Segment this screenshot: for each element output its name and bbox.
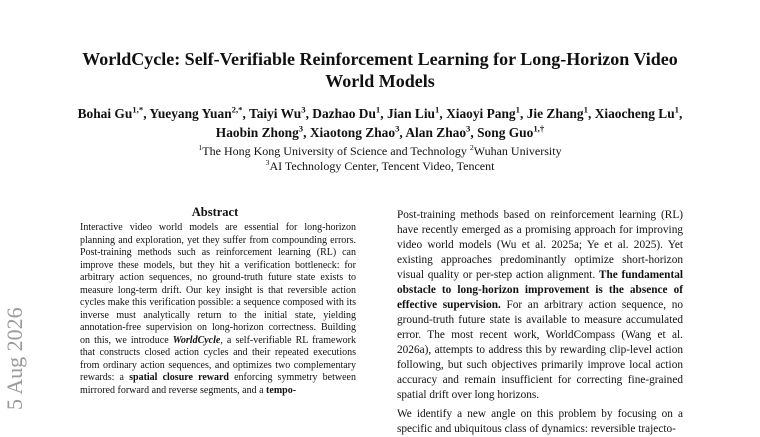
affiliation-line-1: $^1$The Hong Kong University of Science and Technology $^2$Wuhan University [198, 143, 562, 158]
reward-term-2: tempo- [266, 384, 297, 396]
author-affiliation-mark: 1 [674, 104, 680, 115]
author-affiliation-mark: 2,* [231, 104, 243, 115]
method-name: WorldCycle [172, 334, 221, 346]
key-obstacle-sentence: The fundamental obstacle to long-horizon improvement is the absence of effective supervision. [397, 269, 683, 311]
author-name: Song Guo [477, 125, 534, 140]
author-name: Jie Zhang [526, 106, 584, 121]
author-affiliation-mark: 1 [515, 104, 520, 115]
reward-term-1: spatial closure reward [129, 372, 229, 383]
abstract-heading: Abstract [191, 205, 239, 219]
author-list: Bohai $Gu^{1,*}$, Yueyang Yuan$^{2,*}$, Taiyi Wu$^3$, Dazhao Du$^1$, Jian Liu$^1$, Xiaoyi Pang$^1$, Jie Zhang$^1$, Xiaocheng Lu$^1$, Haobin Zhong$^3$, Xiaotong Zhao$^3$, Alan Zhao$^3$, Song Guo$^{1,\dagger}$ [77, 104, 683, 140]
introduction-column [397, 208, 683, 437]
author-affiliation-mark: 1,† [533, 123, 545, 134]
author-name: Dazhao Du [312, 106, 376, 121]
author-affiliation-mark: 3 [301, 104, 306, 115]
author-affiliation-mark: 1 [583, 104, 588, 115]
author-affiliation-mark: 1 [435, 104, 440, 115]
affiliations [60, 144, 700, 174]
intro-paragraph-1: Post-training methods based on reinforcement learning (RL) have recently emerged as a promising approach for improving video world models (Wu et al. 2025a; Ye et al. 2025). Yet existing approaches predominantly optimize short-horizon visual quality or per-step action alignment. The fundamental obstacle to long-horizon improvement is the absence of effective supervision. For an arbitrary action sequence, no ground-truth future state is available to measure accumulated error. The most recent work, WorldCompass (Wang et al. 2026a), attempts to address this by rewarding clip-level action following, but such objectives primarily improve local action accuracy and remain insufficient for correcting fine-grained spatial drift over long horizons. [397, 209, 684, 401]
author-name: Xiaotong Zhao [309, 125, 396, 140]
paper-title: WorldCycle: Self-Verifiable Reinforcement Learning for Long-Horizon Video World Models [82, 49, 678, 91]
author-affiliation-mark: 3 [466, 123, 471, 134]
affiliation-line-2: $^3$AI Technology Center, Tencent Video, Tencent [265, 158, 495, 173]
author-affiliation-mark: 3 [395, 123, 400, 134]
author-affiliation-mark: 1,* [132, 104, 144, 115]
author-affiliation-mark: 3 [298, 123, 304, 134]
author-name: Bohai Gu [77, 106, 133, 121]
intro-paragraph-2: We identify a new angle on this problem by focusing on a specific and ubiquitous class of dynamics: reversible trajecto- [397, 408, 683, 435]
arxiv-side-stamp: 5 Aug 2026 [2, 307, 27, 410]
author-name: Alan Zhao [405, 125, 467, 140]
author-affiliation-mark: 1 [375, 104, 381, 115]
author-name: Jian Liu [386, 106, 435, 121]
author-name: Yueyang Yuan [149, 106, 232, 121]
author-name: Xiaoyi Pang [446, 106, 516, 121]
abstract-body: Interactive video world models are essential for long-horizon planning and exploration, yet they suffer from compounding errors. Post-training methods such as reinforcement learning (RL) can improve these models, but they hit a verification bottleneck: for arbitrary action sequences, no ground-truth future state exists to measure long-term drift. Our key insight is that reversible action cycles make this verification possible: a sequence composed with its inverse must analytically return to the initial state, yielding annotation-free supervision on long-horizon correctness. Building on this, we introduce WorldCycle, a self-verifiable RL framework that constructs closed action cycles and their repeated executions from ordinary action sequences, and optimizes two complementary rewards: a spatial closure reward enforcing symmetry between mirrored forward and reverse segments, and a tempo- [80, 222, 357, 396]
author-name: Xiaocheng Lu [594, 106, 675, 121]
author-name: Haobin Zhong [215, 125, 299, 140]
author-name: Taiyi Wu [249, 106, 302, 121]
